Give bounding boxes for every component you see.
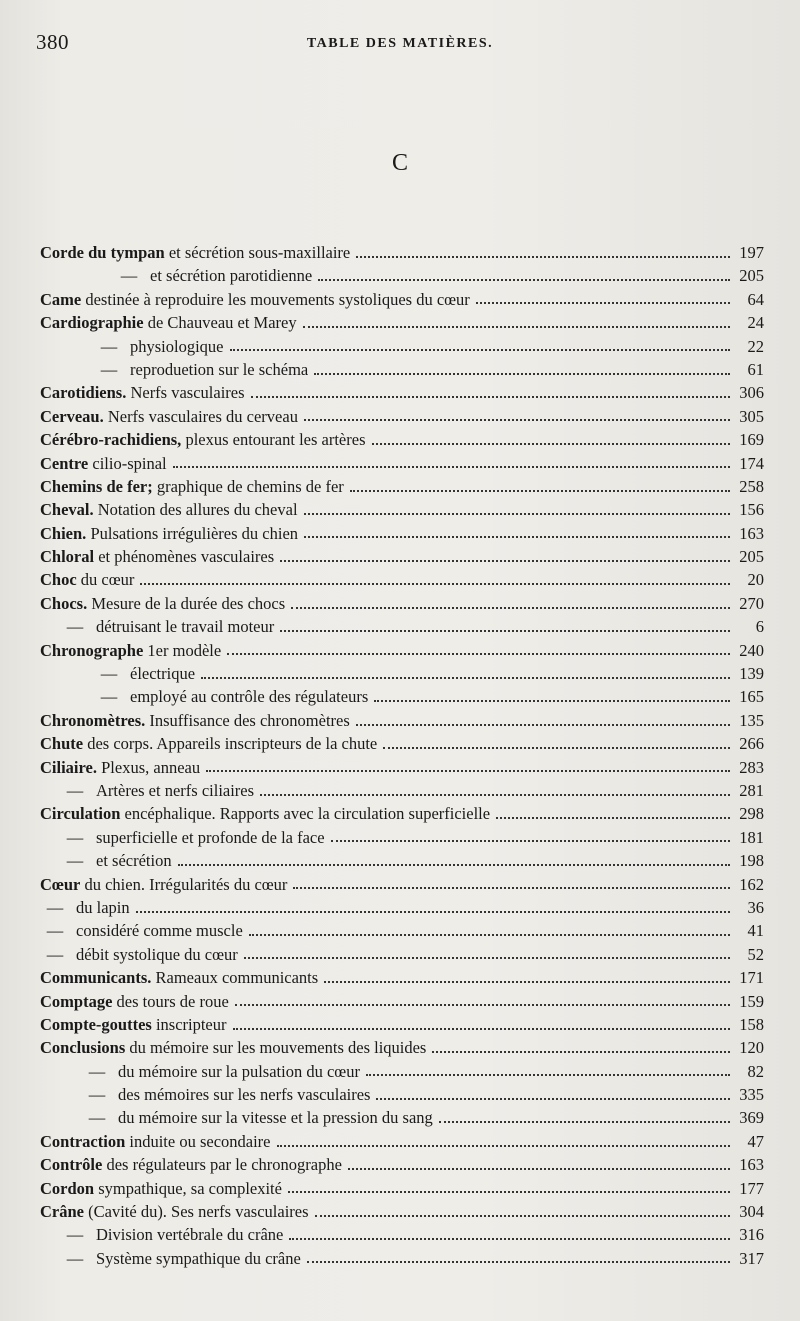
entry-page-number: 159 bbox=[739, 991, 764, 1011]
entry-page-number: 158 bbox=[739, 1014, 764, 1034]
index-entry bbox=[40, 756, 764, 779]
entry-page-number: 47 bbox=[747, 1131, 764, 1151]
index-entry bbox=[40, 545, 764, 568]
dot-leader bbox=[304, 536, 730, 538]
entry-description: des mémoires sur les nerfs vasculaires bbox=[118, 1085, 371, 1105]
entry-page-number: 36 bbox=[747, 897, 764, 917]
entry-page-number: 181 bbox=[739, 827, 764, 847]
entry-keyword: Cérébro-rachidiens, bbox=[40, 430, 182, 450]
index-entry bbox=[40, 1060, 764, 1083]
entry-text bbox=[40, 779, 254, 802]
entry-description: (Cavité du). Ses nerfs vasculaires bbox=[84, 1202, 309, 1222]
index-entry bbox=[40, 498, 764, 521]
dot-leader bbox=[383, 747, 730, 749]
entry-description: Nerfs vasculaires bbox=[126, 383, 245, 403]
entry-page-number: 305 bbox=[739, 406, 764, 426]
entry-text bbox=[40, 849, 172, 872]
entry-page-number: 198 bbox=[739, 851, 764, 871]
dot-leader bbox=[178, 864, 730, 866]
entry-dash: — bbox=[66, 851, 84, 871]
dot-leader bbox=[235, 1004, 730, 1006]
dot-leader bbox=[303, 326, 730, 328]
entry-page-number: 82 bbox=[747, 1061, 764, 1081]
entry-page-number: 258 bbox=[739, 476, 764, 496]
entry-description: des régulateurs par le chronographe bbox=[102, 1155, 342, 1175]
entry-keyword: Circulation bbox=[40, 804, 121, 824]
entry-description: débit systolique du cœur bbox=[76, 944, 238, 964]
entry-text bbox=[40, 1223, 283, 1246]
entry-page-number: 306 bbox=[739, 383, 764, 403]
entry-keyword: Conclusions bbox=[40, 1038, 126, 1058]
entry-text bbox=[40, 943, 238, 966]
dot-leader bbox=[140, 583, 730, 585]
entry-keyword: Corde du tympan bbox=[40, 243, 165, 262]
entry-keyword: Chloral bbox=[40, 547, 95, 567]
entry-description: Rameaux communicants bbox=[151, 968, 319, 988]
dot-leader bbox=[376, 1098, 730, 1100]
entry-text bbox=[40, 381, 245, 404]
entry-description: Notation des allures du cheval bbox=[93, 500, 298, 520]
entry-description: considéré comme muscle bbox=[76, 921, 243, 941]
entry-page-number: 304 bbox=[739, 1202, 764, 1222]
dot-leader bbox=[230, 349, 731, 351]
entry-description: du chien. Irrégularités du cœur bbox=[80, 874, 288, 894]
entry-keyword: Chronomètres. bbox=[40, 710, 146, 730]
entry-dash: — bbox=[66, 827, 84, 847]
entry-dash: — bbox=[88, 1108, 106, 1128]
entry-description: Plexus, anneau bbox=[96, 757, 201, 777]
dot-leader bbox=[496, 817, 730, 819]
dot-leader bbox=[280, 630, 730, 632]
entry-text bbox=[40, 639, 221, 662]
index-entry bbox=[40, 732, 764, 755]
entry-page-number: 135 bbox=[739, 710, 764, 730]
entry-text bbox=[40, 592, 285, 615]
entry-page-number: 163 bbox=[739, 523, 764, 543]
index-entry bbox=[40, 452, 764, 475]
index-entry bbox=[40, 639, 764, 662]
entry-description: employé au contrôle des régulateurs bbox=[130, 687, 369, 707]
entry-page-number: 270 bbox=[739, 593, 764, 613]
index-entry bbox=[40, 1083, 764, 1106]
entry-text bbox=[40, 756, 200, 779]
index-entry bbox=[40, 358, 764, 381]
dot-leader bbox=[251, 396, 730, 398]
entry-keyword: Cerveau. bbox=[40, 406, 104, 426]
index-entry bbox=[40, 615, 764, 638]
index-entry bbox=[40, 873, 764, 896]
index-entry bbox=[40, 826, 764, 849]
index-entry bbox=[40, 592, 764, 615]
index-entry bbox=[40, 428, 764, 451]
entry-text bbox=[40, 662, 195, 685]
entry-text bbox=[40, 709, 350, 732]
entry-keyword: Comptage bbox=[40, 991, 113, 1011]
entry-description: Pulsations irrégulières du chien bbox=[86, 523, 299, 543]
entry-page-number: 205 bbox=[739, 266, 764, 286]
entry-dash: — bbox=[66, 1225, 84, 1245]
entry-page-number: 316 bbox=[739, 1225, 764, 1245]
entry-page-number: 169 bbox=[739, 430, 764, 450]
entry-text bbox=[40, 1083, 370, 1106]
entry-page-number: 41 bbox=[747, 921, 764, 941]
dot-leader bbox=[356, 724, 730, 726]
index-entry bbox=[40, 241, 764, 264]
dot-leader bbox=[201, 677, 730, 679]
entry-page-number: 165 bbox=[739, 687, 764, 707]
entry-description: et sécrétion sous-maxillaire bbox=[164, 243, 351, 262]
entry-description: plexus entourant les artères bbox=[181, 430, 366, 450]
entry-description: du mémoire sur la pulsation du cœur bbox=[118, 1061, 360, 1081]
entry-description: cilio-spinal bbox=[88, 453, 167, 473]
entry-keyword: Ciliaire. bbox=[40, 757, 97, 777]
entry-text bbox=[40, 288, 470, 311]
entry-page-number: 197 bbox=[739, 243, 764, 262]
entry-text bbox=[40, 545, 274, 568]
index-entry bbox=[40, 311, 764, 334]
dot-leader bbox=[288, 1191, 730, 1193]
entry-keyword: Cardiographie bbox=[40, 313, 144, 333]
entry-text bbox=[40, 241, 350, 264]
dot-leader bbox=[293, 887, 730, 889]
index-entry bbox=[40, 1036, 764, 1059]
index-entry bbox=[40, 405, 764, 428]
entry-dash: — bbox=[100, 336, 118, 356]
dot-leader bbox=[304, 419, 730, 421]
entry-keyword: Came bbox=[40, 289, 82, 309]
index-entry bbox=[40, 335, 764, 358]
dot-leader bbox=[331, 840, 730, 842]
entry-dash: — bbox=[88, 1061, 106, 1081]
dot-leader bbox=[289, 1238, 730, 1240]
entry-page-number: 335 bbox=[739, 1085, 764, 1105]
entry-text bbox=[40, 732, 377, 755]
entry-description: Système sympathique du crâne bbox=[96, 1248, 301, 1268]
entry-text bbox=[40, 405, 298, 428]
dot-leader bbox=[439, 1121, 730, 1123]
entry-text bbox=[40, 452, 167, 475]
entry-description: et sécrétion parotidienne bbox=[150, 266, 313, 286]
entry-keyword: Compte-gouttes bbox=[40, 1014, 152, 1034]
dot-leader bbox=[227, 653, 730, 655]
entry-text bbox=[40, 1247, 301, 1270]
entry-keyword: Contraction bbox=[40, 1131, 126, 1151]
entry-text bbox=[40, 802, 490, 825]
entry-keyword: Crâne bbox=[40, 1202, 84, 1222]
entry-description: et phénomènes vasculaires bbox=[94, 547, 275, 567]
index-entry bbox=[40, 1013, 764, 1036]
dot-leader bbox=[366, 1074, 730, 1076]
dot-leader bbox=[244, 957, 730, 959]
dot-leader bbox=[372, 443, 731, 445]
entry-text bbox=[40, 358, 308, 381]
entry-page-number: 281 bbox=[739, 780, 764, 800]
entry-description: du mémoire sur la vitesse et la pression du sang bbox=[118, 1108, 433, 1128]
index-entry bbox=[40, 1153, 764, 1176]
entry-keyword: Choc bbox=[40, 570, 77, 590]
index-entry bbox=[40, 662, 764, 685]
entry-description: du cœur bbox=[76, 570, 135, 590]
index-entry bbox=[40, 1223, 764, 1246]
entry-dash: — bbox=[100, 664, 118, 684]
index-entry bbox=[40, 966, 764, 989]
dot-leader bbox=[304, 513, 730, 515]
entry-text bbox=[40, 335, 224, 358]
entry-keyword: Chute bbox=[40, 734, 84, 754]
dot-leader bbox=[324, 981, 730, 983]
entry-page-number: 369 bbox=[739, 1108, 764, 1128]
entry-page-number: 120 bbox=[739, 1038, 764, 1058]
index-entry bbox=[40, 849, 764, 872]
entry-page-number: 163 bbox=[739, 1155, 764, 1175]
entry-description: du lapin bbox=[76, 897, 130, 917]
entry-text bbox=[40, 475, 344, 498]
entry-dash: — bbox=[100, 687, 118, 707]
entry-dash: — bbox=[46, 897, 64, 917]
entry-page-number: 52 bbox=[747, 944, 764, 964]
index-entry bbox=[40, 802, 764, 825]
dot-leader bbox=[280, 560, 730, 562]
entry-text bbox=[40, 919, 243, 942]
entry-description: Nerfs vasculaires du cerveau bbox=[103, 406, 298, 426]
index-entry bbox=[40, 779, 764, 802]
index-entry bbox=[40, 381, 764, 404]
entry-description: détruisant le travail moteur bbox=[96, 617, 275, 637]
entry-description: des tours de roue bbox=[112, 991, 229, 1011]
entry-text bbox=[40, 1153, 342, 1176]
entry-page-number: 22 bbox=[747, 336, 764, 356]
entry-keyword: Contrôle bbox=[40, 1155, 103, 1175]
entry-page-number: 177 bbox=[739, 1178, 764, 1198]
entry-description: du mémoire sur les mouvements des liquides bbox=[125, 1038, 427, 1058]
entry-page-number: 171 bbox=[739, 968, 764, 988]
entry-keyword: Chocs. bbox=[40, 593, 88, 613]
dot-leader bbox=[315, 1215, 730, 1217]
page-header bbox=[36, 30, 764, 60]
dot-leader bbox=[374, 700, 730, 702]
entry-text bbox=[40, 1200, 309, 1223]
entry-description: graphique de chemins de fer bbox=[152, 476, 344, 496]
entry-text bbox=[40, 1130, 271, 1153]
entry-page-number: 240 bbox=[739, 640, 764, 660]
entry-description: 1er modèle bbox=[143, 640, 222, 660]
entry-description: encéphalique. Rapports avec la circulation superficielle bbox=[120, 804, 491, 824]
entry-keyword: Chronographe bbox=[40, 640, 144, 660]
entry-page-number: 298 bbox=[739, 804, 764, 824]
entry-page-number: 24 bbox=[747, 313, 764, 333]
dot-leader bbox=[249, 934, 730, 936]
entry-page-number: 156 bbox=[739, 500, 764, 520]
entry-description: Artères et nerfs ciliaires bbox=[96, 780, 255, 800]
entry-keyword: Centre bbox=[40, 453, 89, 473]
index-entry bbox=[40, 475, 764, 498]
index-entry bbox=[40, 1177, 764, 1200]
entry-text bbox=[40, 1013, 227, 1036]
dot-leader bbox=[356, 256, 730, 258]
index-entry bbox=[40, 1106, 764, 1129]
index-entries bbox=[40, 241, 764, 1270]
entry-description: électrique bbox=[130, 664, 196, 684]
running-title: TABLE DES MATIÈRES. bbox=[306, 36, 494, 51]
entry-dash: — bbox=[120, 266, 138, 286]
entry-description: inscripteur bbox=[151, 1014, 227, 1034]
entry-text bbox=[40, 568, 134, 591]
entry-page-number: 317 bbox=[739, 1248, 764, 1268]
entry-description: des corps. Appareils inscripteurs de la chute bbox=[83, 734, 378, 754]
entry-description: destinée à reproduire les mouvements systoliques du cœur bbox=[81, 289, 470, 309]
dot-leader bbox=[206, 770, 730, 772]
entry-description: superficielle et profonde de la face bbox=[96, 827, 325, 847]
entry-keyword: Carotidiens. bbox=[40, 383, 127, 403]
entry-text bbox=[40, 428, 366, 451]
index-entry bbox=[40, 264, 764, 287]
index-entry bbox=[40, 943, 764, 966]
dot-leader bbox=[260, 794, 730, 796]
dot-leader bbox=[350, 490, 730, 492]
index-entry bbox=[40, 896, 764, 919]
entry-description: Mesure de la durée des chocs bbox=[87, 593, 286, 613]
entry-text bbox=[40, 966, 318, 989]
page-number: 380 bbox=[36, 30, 69, 54]
index-entry bbox=[40, 1130, 764, 1153]
entry-dash: — bbox=[46, 944, 64, 964]
dot-leader bbox=[136, 911, 730, 913]
entry-description: physiologique bbox=[130, 336, 224, 356]
entry-text bbox=[40, 1060, 360, 1083]
dot-leader bbox=[348, 1168, 730, 1170]
entry-dash: — bbox=[66, 780, 84, 800]
entry-text bbox=[40, 498, 298, 521]
entry-text bbox=[40, 615, 274, 638]
index-entry bbox=[40, 568, 764, 591]
entry-dash: — bbox=[46, 921, 64, 941]
entry-description: sympathique, sa complexité bbox=[94, 1178, 282, 1198]
entry-page-number: 20 bbox=[747, 570, 764, 590]
dot-leader bbox=[277, 1145, 731, 1147]
entry-page-number: 174 bbox=[739, 453, 764, 473]
entry-dash: — bbox=[66, 617, 84, 637]
entry-text bbox=[40, 1177, 282, 1200]
dot-leader bbox=[318, 279, 730, 281]
index-entry bbox=[40, 919, 764, 942]
dot-leader bbox=[291, 607, 730, 609]
entry-page-number: 266 bbox=[739, 734, 764, 754]
section-letter: C bbox=[391, 150, 408, 176]
entry-dash: — bbox=[66, 1248, 84, 1268]
entry-text bbox=[40, 1106, 433, 1129]
index-entry bbox=[40, 288, 764, 311]
dot-leader bbox=[233, 1028, 731, 1030]
entry-text bbox=[40, 522, 298, 545]
entry-description: reproduetion sur le schéma bbox=[130, 359, 309, 379]
index-entry bbox=[40, 709, 764, 732]
entry-page-number: 162 bbox=[739, 874, 764, 894]
entry-text bbox=[40, 264, 312, 287]
dot-leader bbox=[307, 1261, 730, 1263]
entry-description: de Chauveau et Marey bbox=[143, 313, 297, 333]
entry-text bbox=[40, 311, 297, 334]
entry-page-number: 283 bbox=[739, 757, 764, 777]
entry-keyword: Cheval. bbox=[40, 500, 94, 520]
entry-page-number: 6 bbox=[755, 617, 764, 637]
entry-dash: — bbox=[88, 1085, 106, 1105]
dot-leader bbox=[173, 466, 730, 468]
entry-keyword: Chien. bbox=[40, 523, 87, 543]
index-entry bbox=[40, 1247, 764, 1270]
entry-text bbox=[40, 990, 229, 1013]
entry-keyword: Cordon bbox=[40, 1178, 95, 1198]
entry-keyword: Cœur bbox=[40, 874, 81, 894]
entry-description: induite ou secondaire bbox=[125, 1131, 271, 1151]
entry-page-number: 64 bbox=[747, 289, 764, 309]
entry-description: et sécrétion bbox=[96, 851, 172, 871]
entry-text bbox=[40, 685, 368, 708]
entry-text bbox=[40, 1036, 426, 1059]
entry-keyword: Chemins de fer; bbox=[40, 476, 153, 496]
dot-leader bbox=[476, 302, 730, 304]
index-entry bbox=[40, 685, 764, 708]
entry-page-number: 61 bbox=[747, 359, 764, 379]
entry-text bbox=[40, 873, 287, 896]
entry-text bbox=[40, 896, 130, 919]
entry-page-number: 205 bbox=[739, 547, 764, 567]
dot-leader bbox=[432, 1051, 730, 1053]
index-entry bbox=[40, 1200, 764, 1223]
entry-text bbox=[40, 826, 325, 849]
entry-description: Division vertébrale du crâne bbox=[96, 1225, 284, 1245]
entry-keyword: Communicants. bbox=[40, 968, 152, 988]
entry-description: Insuffisance des chronomètres bbox=[145, 710, 350, 730]
entry-page-number: 139 bbox=[739, 664, 764, 684]
dot-leader bbox=[314, 373, 730, 375]
entry-dash: — bbox=[100, 359, 118, 379]
index-entry bbox=[40, 522, 764, 545]
index-entry bbox=[40, 990, 764, 1013]
